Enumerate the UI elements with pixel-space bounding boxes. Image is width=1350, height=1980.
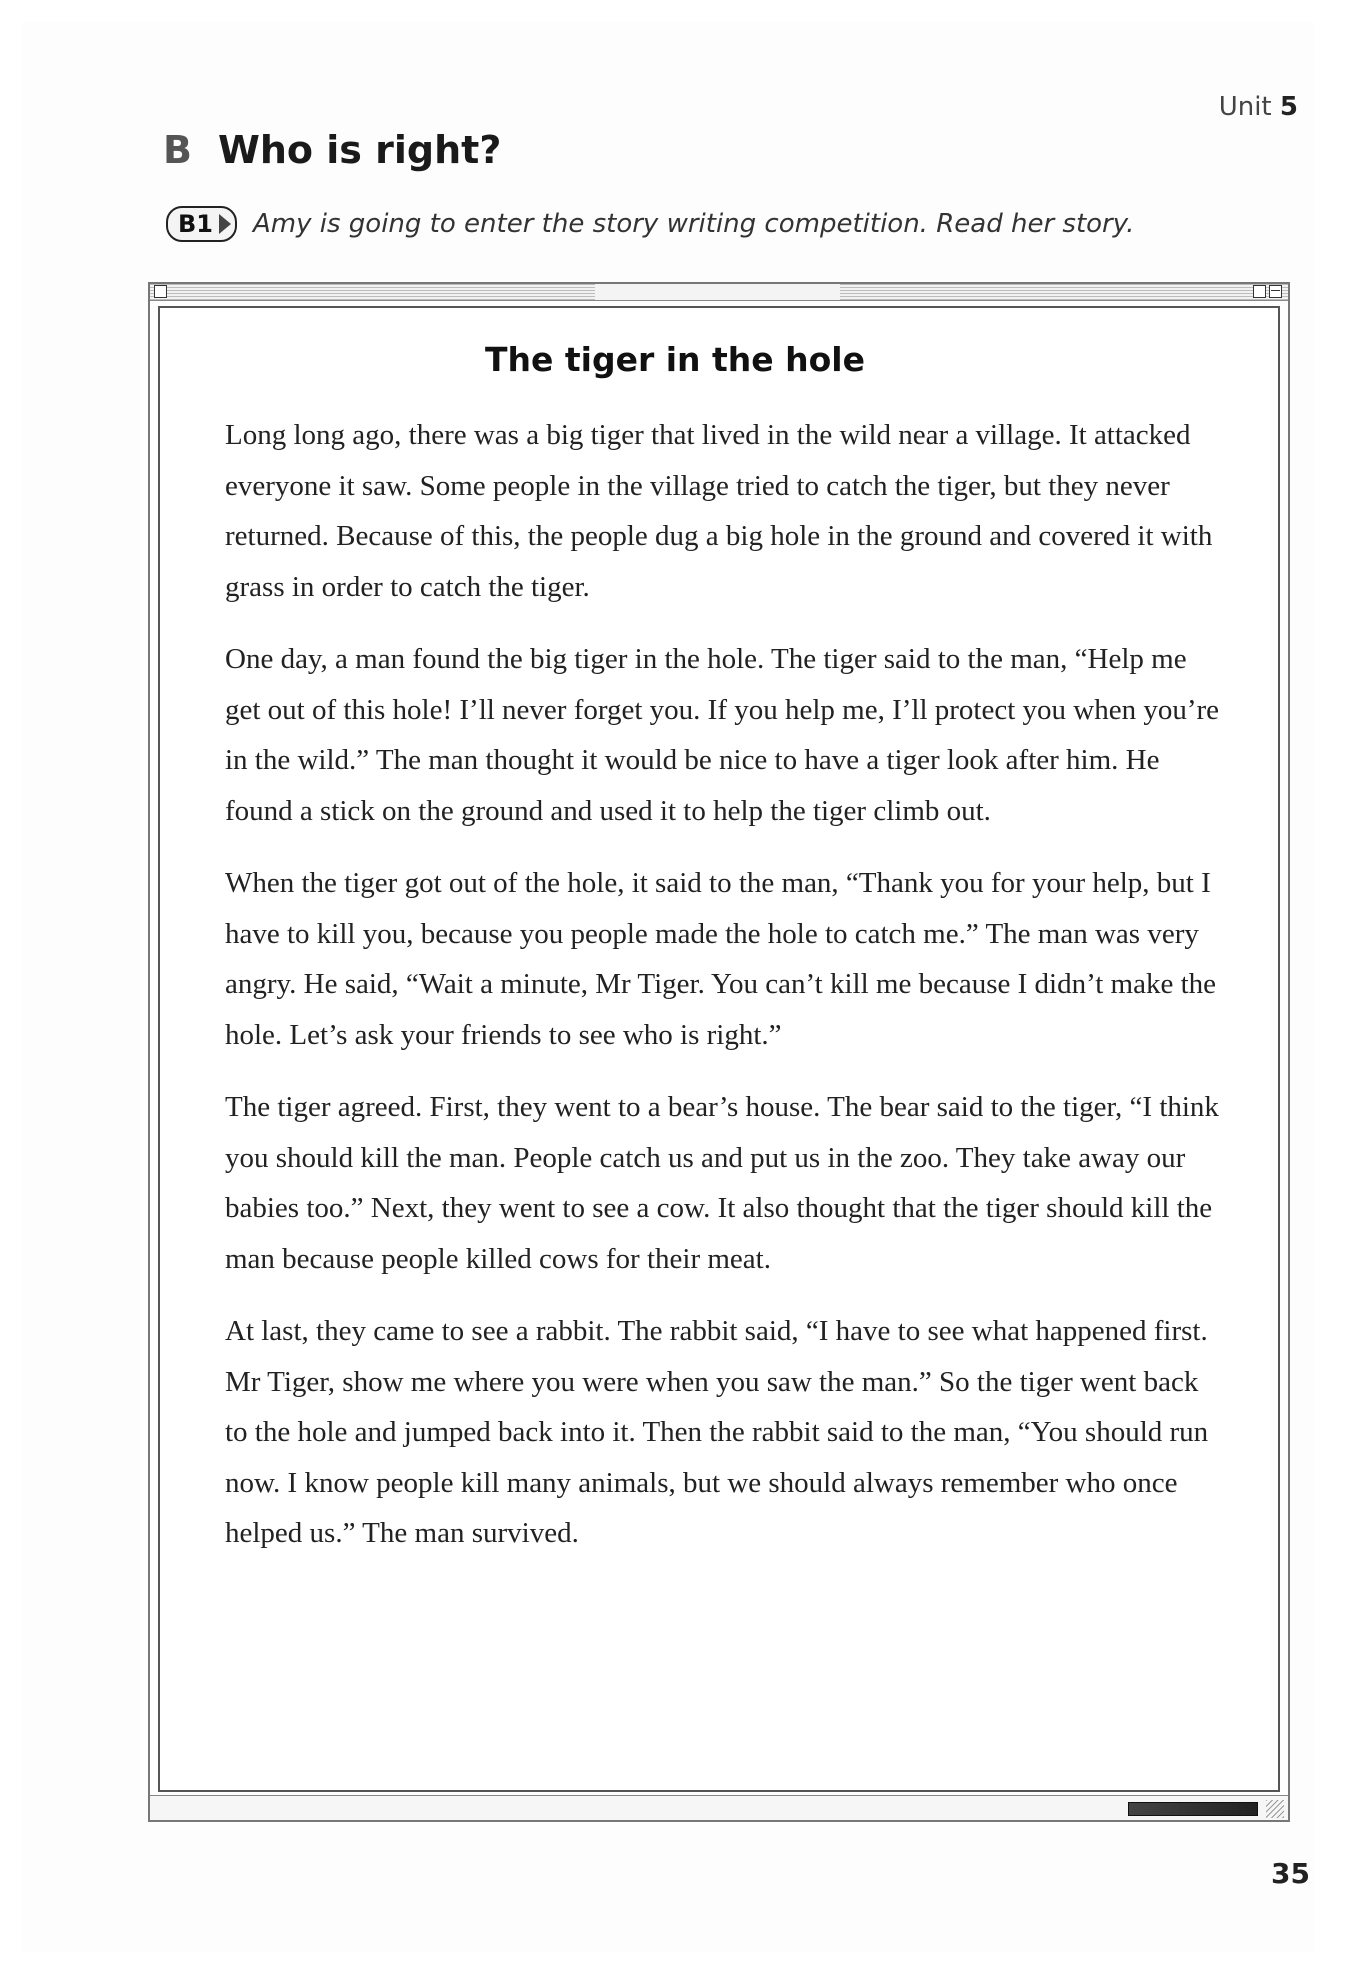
collapse-icon[interactable] bbox=[1269, 285, 1282, 298]
section-title: Who is right? bbox=[217, 128, 502, 172]
unit-word: Unit bbox=[1218, 92, 1272, 122]
section-letter: B bbox=[163, 128, 192, 172]
instruction-text: Amy is going to enter the story writing competition. Read her story. bbox=[253, 209, 1135, 239]
zoom-icon[interactable] bbox=[1253, 285, 1266, 298]
unit-label bbox=[1219, 92, 1298, 122]
instruction bbox=[166, 206, 1134, 242]
play-icon bbox=[219, 214, 231, 234]
titlebar-gap bbox=[595, 284, 840, 300]
resize-grip-icon[interactable] bbox=[1266, 1800, 1284, 1818]
section-heading bbox=[163, 128, 501, 172]
badge-label: B1 bbox=[178, 210, 213, 238]
story-paragraph: When the tiger got out of the hole, it said to the man, “Thank you for your help, but I have to kill you, because you people made the hole to catch me.” The man was very angry. He said, “Wait a minute, Mr Tiger. You can’t kill me because I didn’t make the hole. Let’s ask your friends to see who is right.” bbox=[225, 867, 1216, 1051]
story-paragraph: At last, they came to see a rabbit. The rabbit said, “I have to see what happened first. Mr Tiger, show me where you were when you saw the man.” So the tiger went back to the hole and jumped back into it. Then the rabbit said to the man, “You should run now. I know people kill many animals, but we should always remember who once helped us.” The man survived. bbox=[225, 1315, 1209, 1549]
page-number: 35 bbox=[1271, 1857, 1310, 1890]
horizontal-scrollbar[interactable] bbox=[150, 1795, 1288, 1820]
story-paragraph: Long long ago, there was a big tiger that lived in the wild near a village. It attacked everyone it saw. Some people in the village tried to catch the tiger, but they never returned. Because of this, the people dug a big hole in the ground and covered it with grass in order to catch the tiger. bbox=[225, 419, 1213, 603]
story-paragraph: The tiger agreed. First, they went to a bear’s house. The bear said to the tiger, “I think you should kill the man. People catch us and put us in the zoo. They take away our babies too.” Next, they went to see a cow. It also thought that the tiger should kill the man because people killed cows for their meat. bbox=[225, 1091, 1219, 1275]
story-title: The tiger in the hole bbox=[484, 340, 865, 379]
story-paragraph: One day, a man found the big tiger in the hole. The tiger said to the man, “Help me get out of this hole! I’ll never forget you. If you help me, I’ll protect you when you’re in the wild.” The man thought it would be nice to have a tiger look after him. He found a stick on the ground and used it to help the tiger climb out. bbox=[225, 643, 1220, 827]
audio-badge[interactable] bbox=[166, 206, 237, 242]
window-titlebar[interactable] bbox=[150, 284, 1288, 301]
scroll-thumb[interactable] bbox=[1128, 1802, 1258, 1816]
story-body bbox=[225, 410, 1225, 1581]
close-icon[interactable] bbox=[154, 285, 167, 298]
unit-number: 5 bbox=[1279, 92, 1298, 122]
